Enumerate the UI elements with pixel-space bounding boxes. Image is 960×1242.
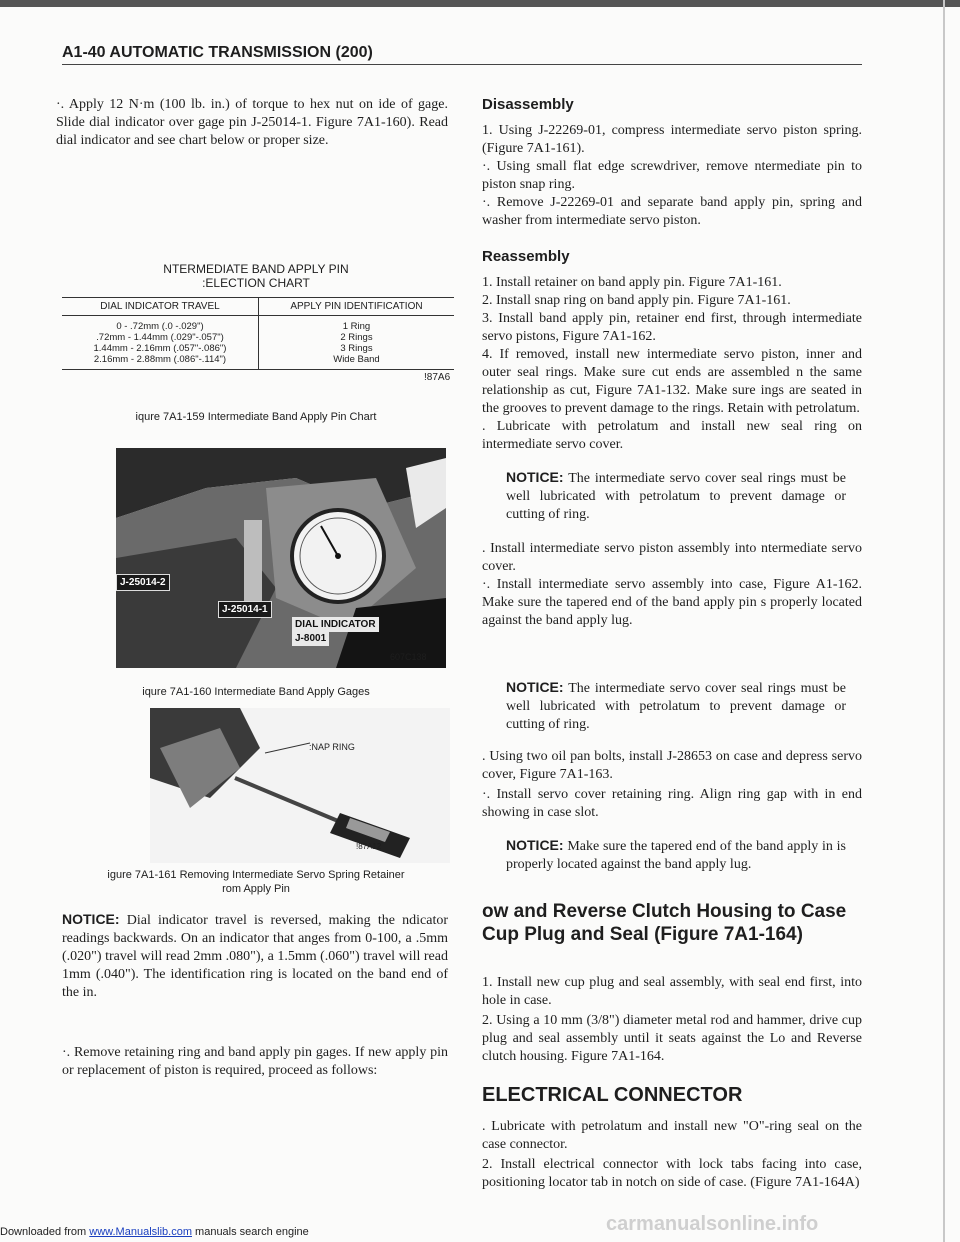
callout-snap-ring: :NAP RING <box>309 742 355 752</box>
figure-160-photo <box>116 448 446 668</box>
lo-reverse-step-1: 1. Install new cup plug and seal assembly, with seal end first, into hole in case. <box>482 975 862 1008</box>
heading-reassembly: Reassembly <box>482 248 570 265</box>
footer-prefix: Downloaded from <box>0 1226 90 1238</box>
watermark-text: carmanualsonline.info <box>606 1213 819 1235</box>
remove-gages-paragraph: ·. Remove retaining ring and band apply pin gages. If new apply pin or replacement of piston is required, proceed as follows: <box>62 1045 448 1078</box>
figure-161-caption-line-2: rom Apply Pin <box>222 883 290 895</box>
page-edge-line <box>943 0 945 1242</box>
manualslib-link[interactable]: www.Manualslib.com <box>89 1226 192 1238</box>
notice-label: NOTICE: <box>506 679 564 695</box>
top-scan-bar <box>0 0 960 7</box>
table-header-travel: DIAL INDICATOR TRAVEL <box>62 298 258 316</box>
callout-j-25014-2: J-25014-2 <box>116 574 170 591</box>
heading-electrical-connector: ELECTRICAL CONNECTOR <box>482 1084 743 1106</box>
electrical-step-1: . Lubricate with petrolatum and install new "O"-ring seal on the case connector. <box>482 1119 862 1152</box>
reassembly-step-6: . Install intermediate servo piston assembly into ntermediate servo cover. <box>482 541 862 574</box>
notice-text: Dial indicator travel is reversed, making the ndicator readings backwards. On an indicator that anges from 0-100, a .5mm (.020") travel will read 2mm .080"), a 1.5mm (.060") travel will read 1mm (.040"). The identification ring is located on the band end of the in. <box>62 913 448 1000</box>
callout-dial-indicator: DIAL INDICATOR <box>292 617 379 632</box>
intro-paragraph: ·. Apply 12 N·m (100 lb. in.) of torque to hex nut on ide of gage. Slide dial indicator over gage pin J-25014-1. Figure 7A1-160). Read dial indicator and see chart below or proper size. <box>56 97 448 148</box>
apply-pin-table <box>62 297 454 370</box>
reassembly-step-8: . Using two oil pan bolts, install J-28653 on case and depress servo cover, Figure 7A1-163. <box>482 749 862 782</box>
notice-text: The intermediate servo cover seal rings must be well lubricated with petrolatum to prevent damage or cutting of ring. <box>506 681 846 732</box>
notice-dial-indicator <box>62 910 448 1002</box>
heading-lo-reverse-clutch: ow and Reverse Clutch Housing to Case Cup Plug and Seal (Figure 7A1-164) <box>482 901 847 945</box>
notice-label: NOTICE: <box>506 469 564 485</box>
table-cell: 2 Rings <box>258 332 454 343</box>
notice-seal-rings-1 <box>506 468 846 524</box>
table-cell: 1 Ring <box>258 316 454 333</box>
table-row <box>62 354 454 370</box>
table-cell: 3 Rings <box>258 343 454 354</box>
download-footer <box>0 1226 309 1238</box>
notice-text: The intermediate servo cover seal rings must be well lubricated with petrolatum to prevent damage or cutting of ring. <box>506 471 846 522</box>
reassembly-step-3: 3. Install band apply pin, retainer end first, through intermediate servo pistons, Figure 7A1-162. <box>482 311 862 344</box>
page-header-title: A1-40 AUTOMATIC TRANSMISSION (200) <box>62 44 373 61</box>
table-header-identification: APPLY PIN IDENTIFICATION <box>258 298 454 316</box>
electrical-step-2: 2. Install electrical connector with lock tabs facing into case, positioning locator tab in notch on side of case. (Figure 7A1-164A) <box>482 1157 862 1190</box>
table-row <box>62 343 454 354</box>
table-figure-code: !87A6 <box>424 372 451 383</box>
disassembly-step-3: ·. Remove J-22269-01 and separate band apply pin, spring and washer from intermediate servo piston. <box>482 195 862 228</box>
photo1-code: 607C138 <box>390 652 427 662</box>
screwdriver-photo-illustration <box>150 708 450 863</box>
footer-suffix: manuals search engine <box>191 1226 309 1238</box>
table-cell: .72mm - 1.44mm (.029"-.057") <box>96 332 224 343</box>
heading-disassembly: Disassembly <box>482 96 574 113</box>
disassembly-step-2: ·. Using small flat edge screwdriver, remove ntermediate pin to piston snap ring. <box>482 159 862 192</box>
chart-title-line-2: :ELECTION CHART <box>202 276 310 290</box>
notice-label: NOTICE: <box>62 911 120 927</box>
notice-text: Make sure the tapered end of the band apply in is properly located against the band apply lug. <box>506 839 846 872</box>
gage-photo-illustration <box>116 448 446 668</box>
reassembly-step-5: . Lubricate with petrolatum and install new seal ring on intermediate servo cover. <box>482 419 862 452</box>
table-cell: 2.16mm - 2.88mm (.086"-.114") <box>62 354 258 370</box>
table-row <box>62 332 454 343</box>
reassembly-step-1: 1. Install retainer on band apply pin. Figure 7A1-161. <box>482 275 782 290</box>
figure-161-caption-line-1: igure 7A1-161 Removing Intermediate Servo Spring Retainer <box>107 869 405 881</box>
reassembly-step-2: 2. Install snap ring on band apply pin. Figure 7A1-161. <box>482 293 791 308</box>
callout-j-8001: J-8001 <box>292 631 329 646</box>
table-row <box>62 316 454 333</box>
chart-title-line-1: NTERMEDIATE BAND APPLY PIN <box>163 262 349 276</box>
photo2-code: !87A12 <box>356 842 382 851</box>
reassembly-step-7: ·. Install intermediate servo assembly into case, Figure A1-162. Make sure the tapered end of the band apply pin s properly located against the band apply lug. <box>482 577 862 628</box>
notice-tapered-end <box>506 836 846 874</box>
figure-159-caption: iqure 7A1-159 Intermediate Band Apply Pin Chart <box>135 411 377 423</box>
figure-160-caption: iqure 7A1-160 Intermediate Band Apply Gages <box>142 686 370 698</box>
table-cell: 0 - .72mm (.0 -.029") <box>116 321 204 332</box>
notice-label: NOTICE: <box>506 837 564 853</box>
disassembly-step-1: 1. Using J-22269-01, compress intermediate servo piston spring. (Figure 7A1-161). <box>482 123 862 156</box>
figure-161-photo <box>150 708 450 863</box>
table-cell: 1.44mm - 2.16mm (.057"-.086") <box>93 343 227 354</box>
table-cell: Wide Band <box>258 354 454 370</box>
reassembly-step-4: 4. If removed, install new intermediate servo piston, inner and outer seal rings. Make sure cut ends are assembled n the same relationship as cut, Figure 7A1-132. Make sure ings are seated in the grooves to prevent damage to the rings. Retain with petrolatum. <box>482 347 862 416</box>
callout-j-25014-1: J-25014-1 <box>218 601 272 618</box>
reassembly-step-9: ·. Install servo cover retaining ring. Align ring gap with in end showing in case slot. <box>482 787 862 820</box>
header-rule <box>62 64 862 65</box>
lo-reverse-step-2: 2. Using a 10 mm (3/8") diameter metal rod and hammer, drive cup plug and seal assembly until it seats against the Lo and Reverse clutch housing. Figure 7A1-164. <box>482 1013 862 1064</box>
notice-seal-rings-2 <box>506 678 846 734</box>
